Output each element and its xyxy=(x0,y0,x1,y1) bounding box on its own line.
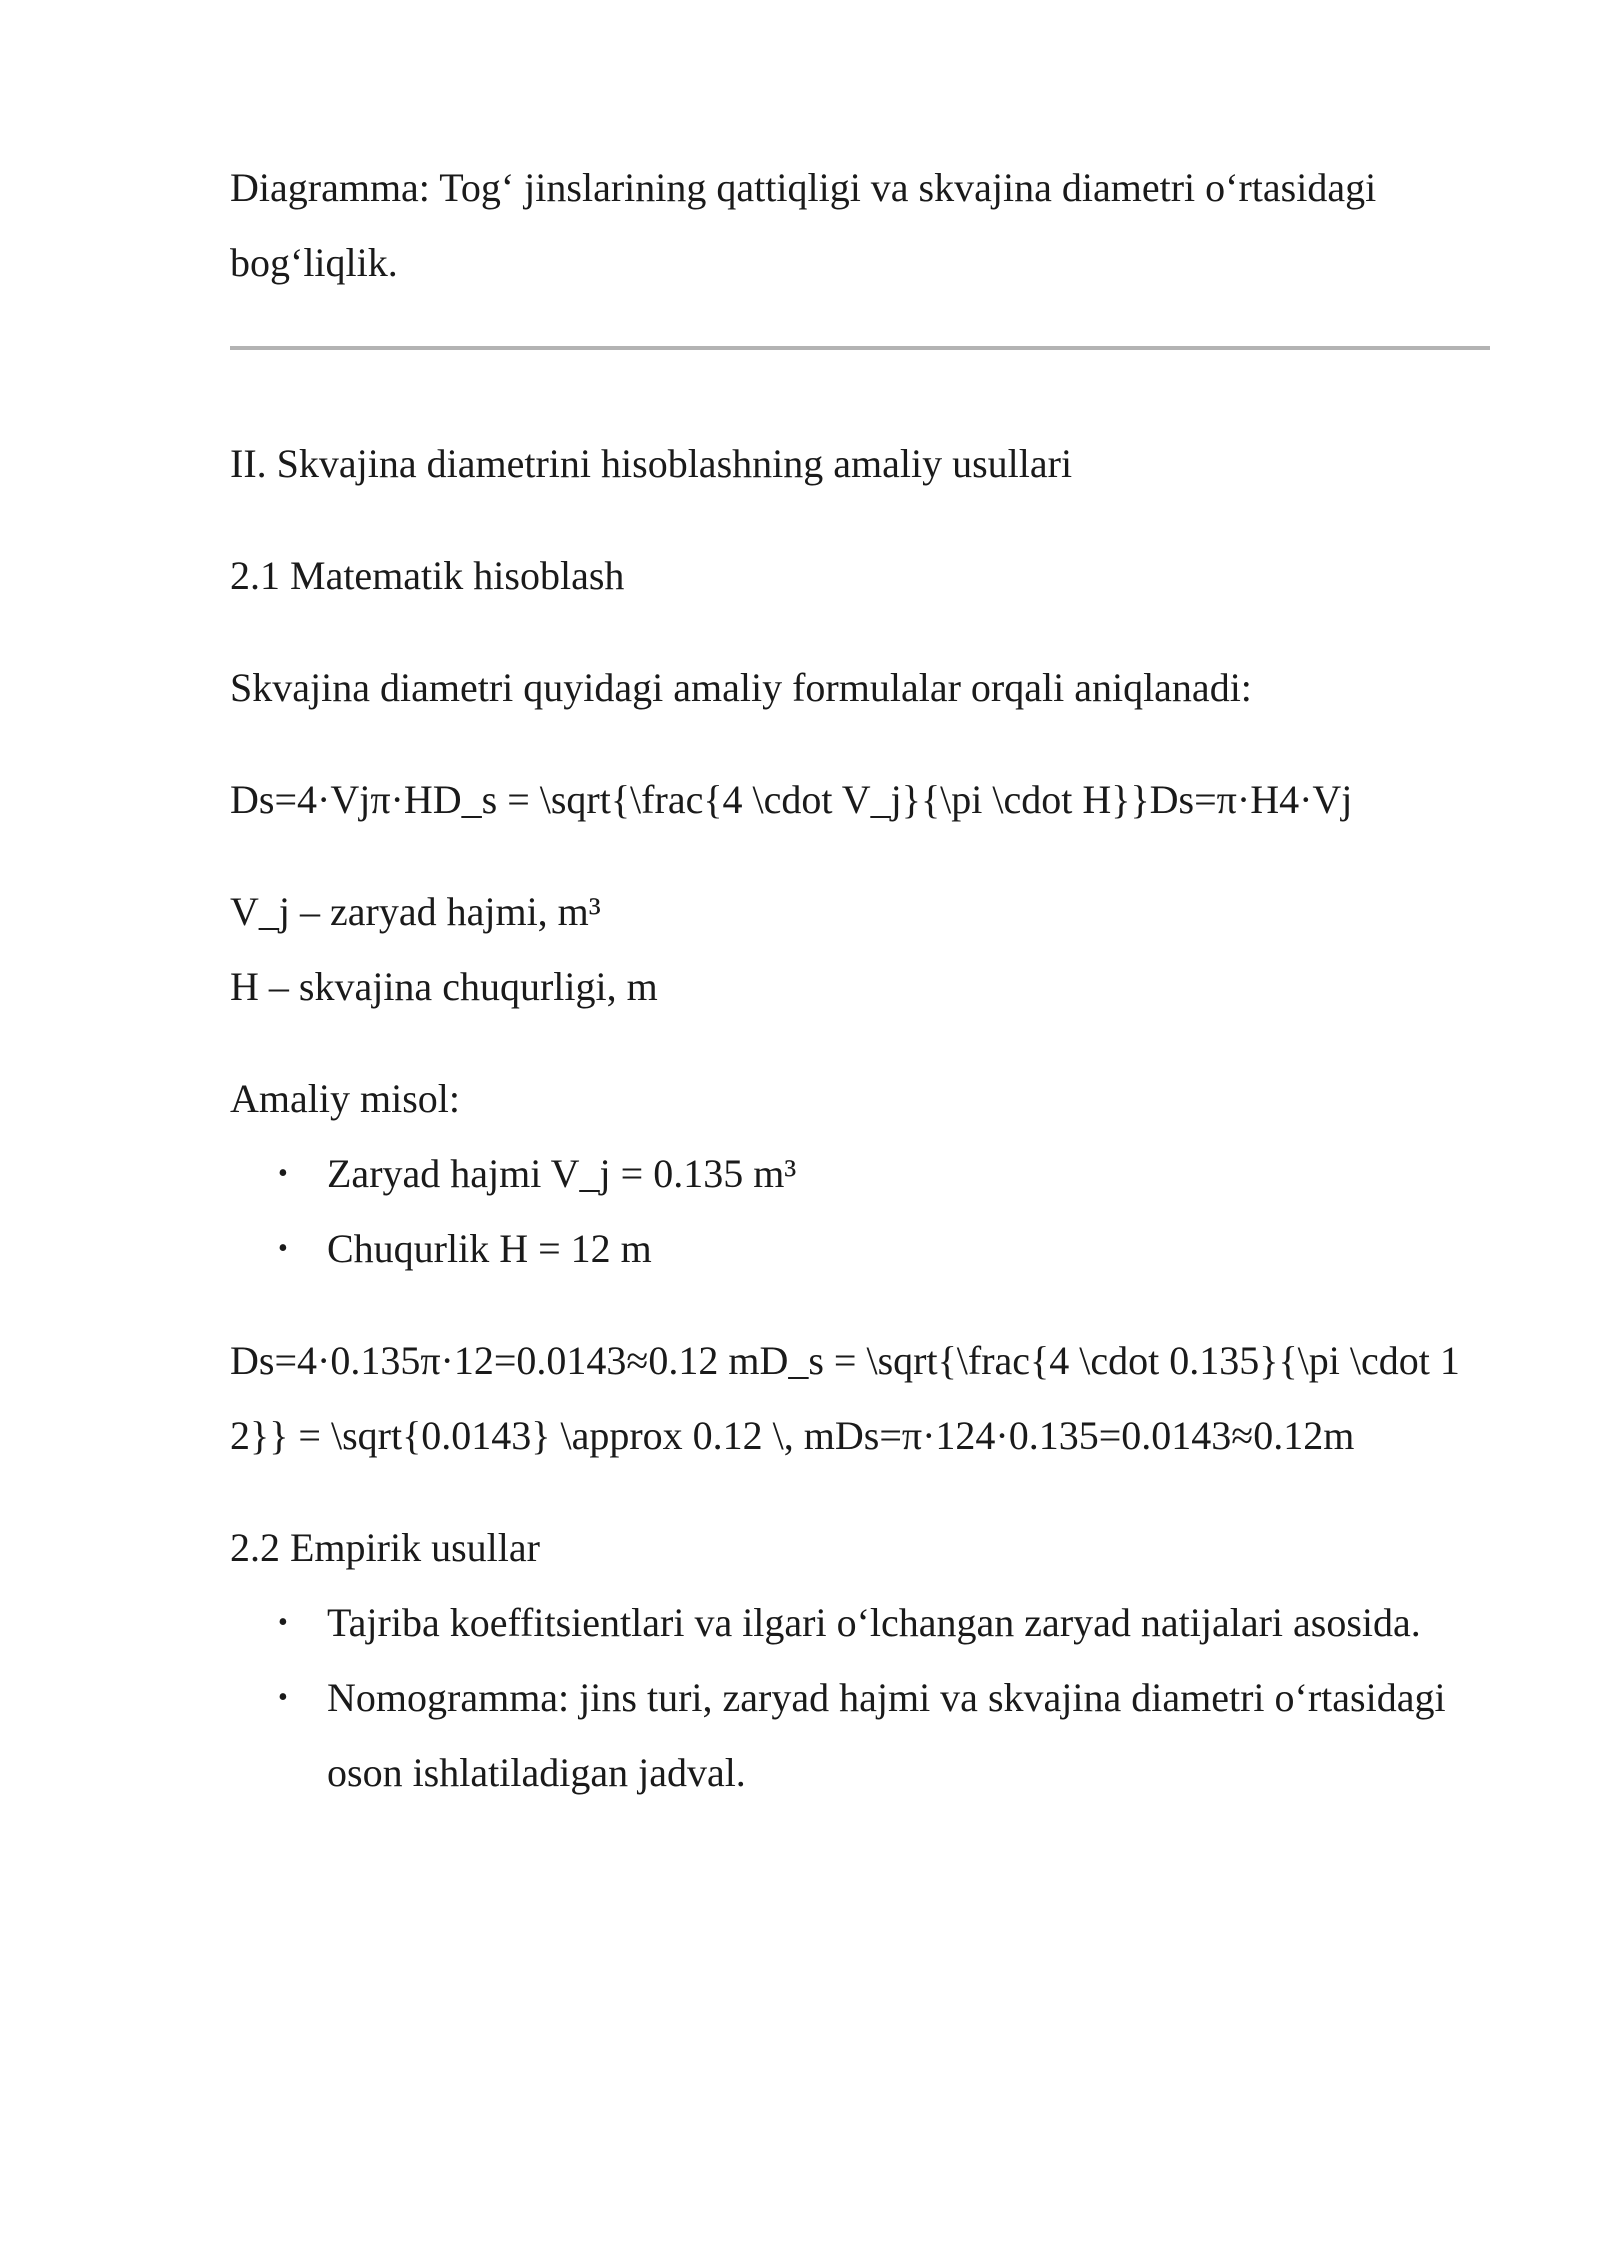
list-item-text: Nomogramma: jins turi, zaryad hajmi va skvajina diametri o‘rtasidagi oson ishlatiladigan jadval. xyxy=(327,1675,1446,1795)
list-item xyxy=(230,1585,1490,1660)
section-title: II. Skvajina diametrini hisoblashning amaliy usullari xyxy=(230,441,1073,486)
intro-paragraph: Skvajina diametri quyidagi amaliy formulalar orqali aniqlanadi: xyxy=(230,665,1252,710)
formula-example-calculation: Ds=4·0.135π·12=0.0143≈0.12 mD_s = \sqrt{\frac{4 \cdot 0.135}{\pi \cdot 12}} = \sqrt{0.0143} \approx 0.12 \, mDs=π·124·0.135=0.0143≈0.12m xyxy=(230,1338,1460,1458)
variable-definitions xyxy=(230,874,1490,1024)
bullet-icon: • xyxy=(278,1607,288,1638)
list-item-text: Zaryad hajmi V_j = 0.135 m³ xyxy=(327,1151,797,1196)
list-item xyxy=(230,1136,1490,1211)
subsection-heading-empirical: 2.2 Empirik usullar xyxy=(230,1525,540,1570)
example-list xyxy=(230,1136,1490,1286)
empirical-methods-list xyxy=(230,1585,1490,1810)
document-page xyxy=(230,150,1490,1810)
example-label: Amaliy misol: xyxy=(230,1076,460,1121)
diagram-caption: Diagramma: Tog‘ jinslarining qattiqligi va skvajina diametri o‘rtasidagi bog‘liqlik. xyxy=(230,165,1377,285)
list-item-text: Tajriba koeffitsientlari va ilgari o‘lchangan zaryad natijalari asosida. xyxy=(327,1600,1421,1645)
list-item xyxy=(230,1660,1490,1810)
subsection-heading-math: 2.1 Matematik hisoblash xyxy=(230,553,625,598)
list-item xyxy=(230,1211,1490,1286)
list-item-text: Chuqurlik H = 12 m xyxy=(327,1226,652,1271)
definition-h: H – skvajina chuqurligi, m xyxy=(230,964,658,1009)
formula-diameter: Ds=4·Vjπ·HD_s = \sqrt{\frac{4 \cdot V_j}{\pi \cdot H}}Ds=π·H4·Vj xyxy=(230,777,1353,822)
bullet-icon: • xyxy=(278,1233,288,1264)
horizontal-divider xyxy=(230,346,1490,350)
bullet-icon: • xyxy=(278,1158,288,1189)
bullet-icon: • xyxy=(278,1682,288,1713)
definition-vj: V_j – zaryad hajmi, m³ xyxy=(230,889,601,934)
